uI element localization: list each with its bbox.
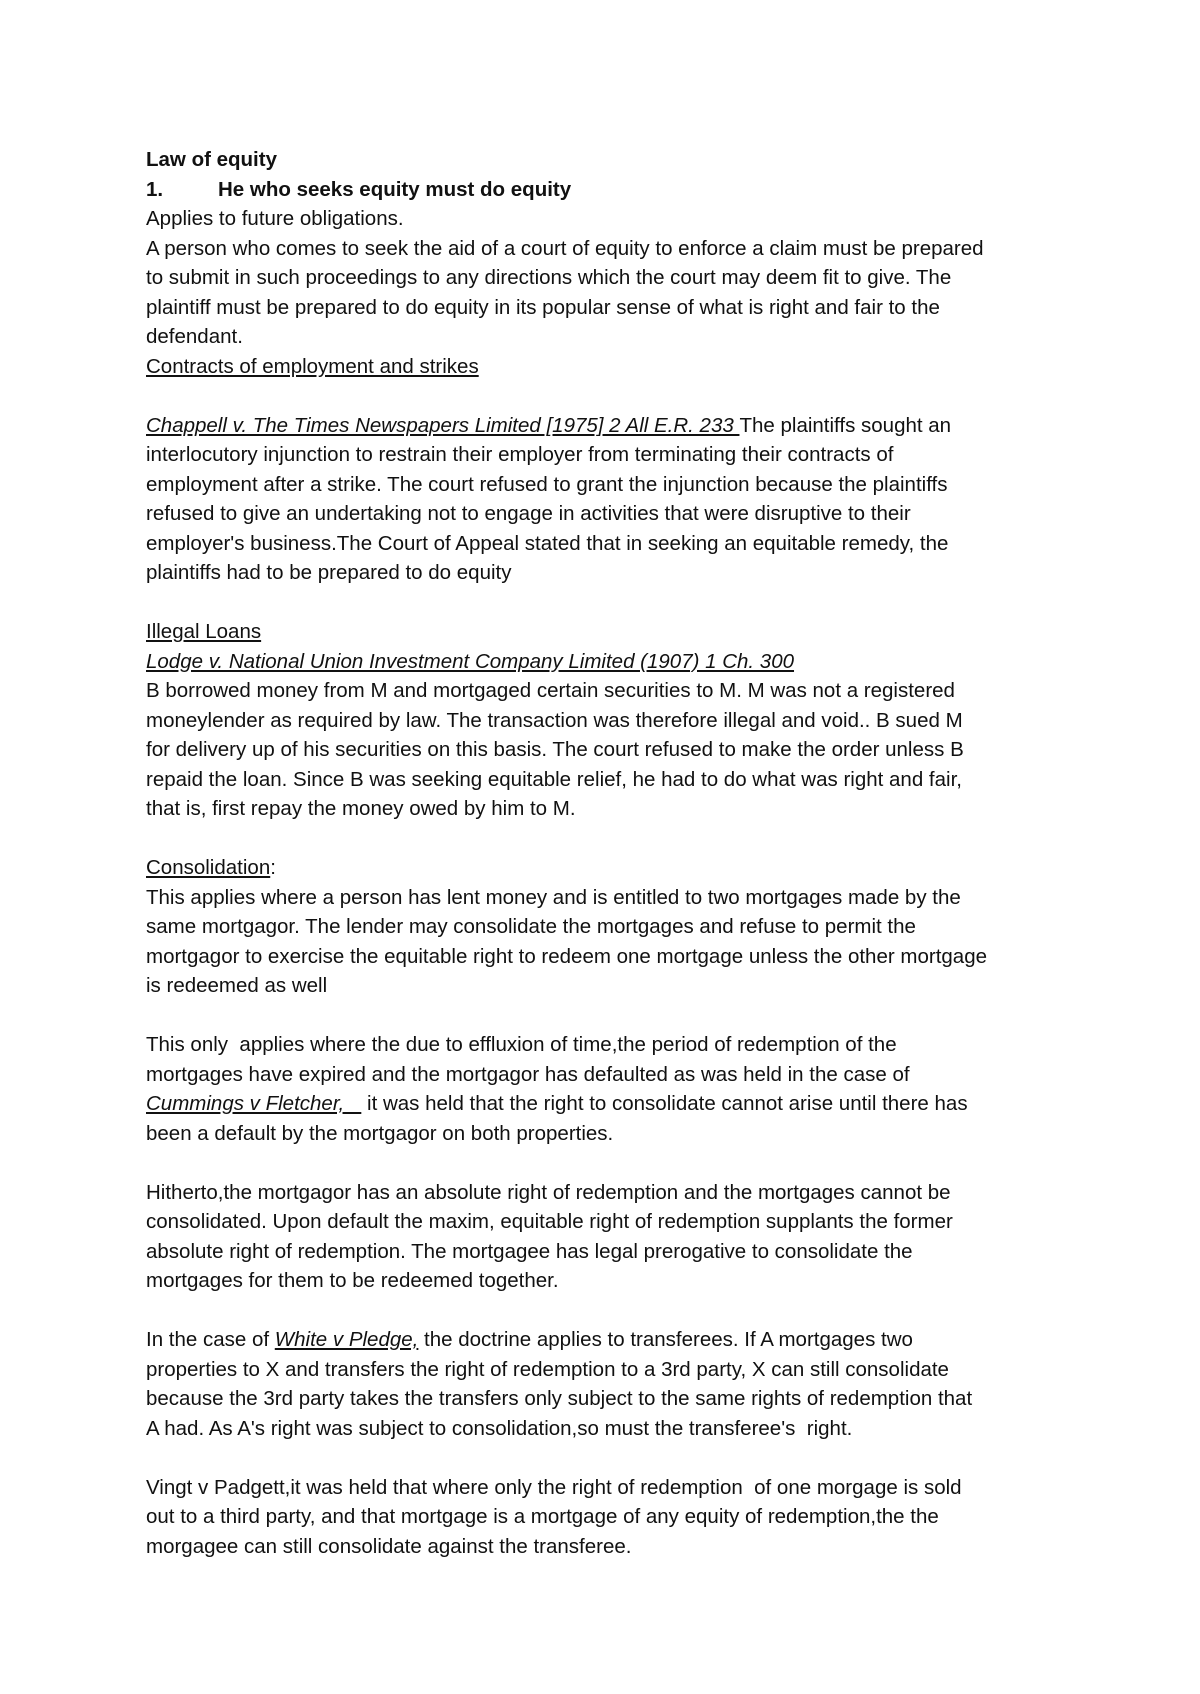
consolidation-p1-line: This applies where a person has lent money and is entitled to two mortgages made by the — [146, 885, 961, 909]
employment-text: The plaintiffs sought an — [739, 413, 952, 437]
consolidation-heading-colon: : — [270, 856, 276, 879]
employment-line — [146, 411, 1066, 441]
loans-line: for delivery up of his securities on this basis. The court refused to make the order unless B — [146, 738, 964, 761]
consolidation-p3-line: Hitherto,the mortgagor has an absolute right of redemption and the mortgages cannot be — [146, 1180, 951, 1204]
consolidation-p4-line: because the 3rd party takes the transfers only subject to the same rights of redemption that — [146, 1387, 973, 1410]
case-citation-white: White v Pledge, — [274, 1328, 419, 1351]
consolidation-p4-prefix: In the case of — [146, 1328, 275, 1351]
consolidation-p5-line: Vingt v Padgett,it was held that where only the right of redemption of one morgage is sold — [146, 1475, 962, 1499]
consolidation-p2-line — [146, 1089, 1066, 1119]
heading-1-number: 1. — [146, 177, 164, 201]
intro-line: to submit in such proceedings to any directions which the court may deem fit to give. The — [146, 266, 952, 289]
intro-line: plaintiff must be prepared to do equity in its popular sense of what is right and fair to the — [146, 295, 940, 319]
consolidation-p3-line: consolidated. Upon default the maxim, equitable right of redemption supplants the former — [146, 1210, 953, 1233]
intro-line: Applies to future obligations. — [146, 207, 404, 230]
consolidation-p1-line: same mortgagor. The lender may consolidate the mortgages and refuse to permit the — [146, 915, 916, 938]
document-title: Law of equity — [146, 148, 277, 171]
loans-line: B borrowed money from M and mortgaged certain securities to M. M was not a registered — [146, 679, 955, 702]
spacer — [146, 824, 1066, 854]
spacer — [146, 1148, 1066, 1178]
consolidation-p1-line: mortgagor to exercise the equitable right to redeem one mortgage unless the other mortgage — [146, 944, 987, 968]
intro-line: defendant. — [146, 325, 243, 348]
loans-line: repaid the loan. Since B was seeking equitable relief, he had to do what was right and fair, — [146, 767, 962, 791]
heading-1 — [146, 175, 1066, 205]
consolidation-p2-line: This only applies where the due to effluxion of time,the period of redemption of the — [146, 1033, 897, 1056]
spacer — [146, 588, 1066, 618]
consolidation-p2-line: been a default by the mortgagor on both properties. — [146, 1121, 614, 1145]
spacer — [146, 381, 1066, 411]
heading-1-text: He who seeks equity must do equity — [218, 177, 572, 201]
consolidation-p4-line: A had. As A's right was subject to consolidation,so must the transferee's right. — [146, 1416, 853, 1440]
employment-line: employer's business.The Court of Appeal stated that in seeking an equitable remedy, the — [146, 531, 949, 555]
employment-line: interlocutory injunction to restrain their employer from terminating their contracts of — [146, 443, 894, 466]
employment-line: employment after a strike. The court refused to grant the injunction because the plaintiffs — [146, 472, 948, 496]
consolidation-p4-line — [146, 1325, 1066, 1355]
loans-heading: Illegal Loans — [146, 620, 262, 643]
employment-heading: Contracts of employment and strikes — [146, 354, 479, 378]
loans-line: moneylender as required by law. The transaction was therefore illegal and void.. B sued M — [146, 708, 963, 732]
case-citation-cummings: Cummings v Fletcher, — [146, 1092, 362, 1115]
consolidation-p4-line: properties to X and transfers the right of redemption to a 3rd party, X can still consolidate — [146, 1357, 949, 1381]
case-citation-lodge: Lodge v. National Union Investment Company Limited (1907) 1 Ch. 300 — [146, 649, 795, 673]
loans-line: that is, first repay the money owed by him to M. — [146, 797, 576, 820]
consolidation-p2-line: mortgages have expired and the mortgagor has defaulted as was held in the case of — [146, 1062, 910, 1086]
spacer — [146, 1001, 1066, 1031]
consolidation-p3-line: absolute right of redemption. The mortgagee has legal prerogative to consolidate the — [146, 1239, 913, 1263]
case-citation-chappell: Chappell v. The Times Newspapers Limited [1975] 2 All E.R. 233 — [146, 413, 740, 437]
document-page — [146, 145, 1066, 1561]
consolidation-heading-line — [146, 853, 1066, 883]
spacer — [146, 1443, 1066, 1473]
spacer — [146, 1296, 1066, 1326]
intro-line: A person who comes to seek the aid of a court of equity to enforce a claim must be prepared — [146, 236, 984, 260]
employment-line: plaintiffs had to be prepared to do equity — [146, 561, 512, 584]
consolidation-p1-line: is redeemed as well — [146, 974, 328, 997]
consolidation-p2-text: it was held that the right to consolidate cannot arise until there has — [361, 1092, 968, 1115]
consolidation-p4-text: the doctrine applies to transferees. If A mortgages two — [418, 1328, 913, 1351]
consolidation-heading: Consolidation — [146, 856, 271, 879]
consolidation-p5-line: out to a third party, and that mortgage is a mortgage of any equity of redemption,the the — [146, 1505, 939, 1528]
employment-line: refused to give an undertaking not to engage in activities that were disruptive to their — [146, 502, 911, 525]
consolidation-p5-line: morgagee can still consolidate against the transferee. — [146, 1534, 632, 1558]
consolidation-p3-line: mortgages for them to be redeemed together. — [146, 1269, 559, 1292]
